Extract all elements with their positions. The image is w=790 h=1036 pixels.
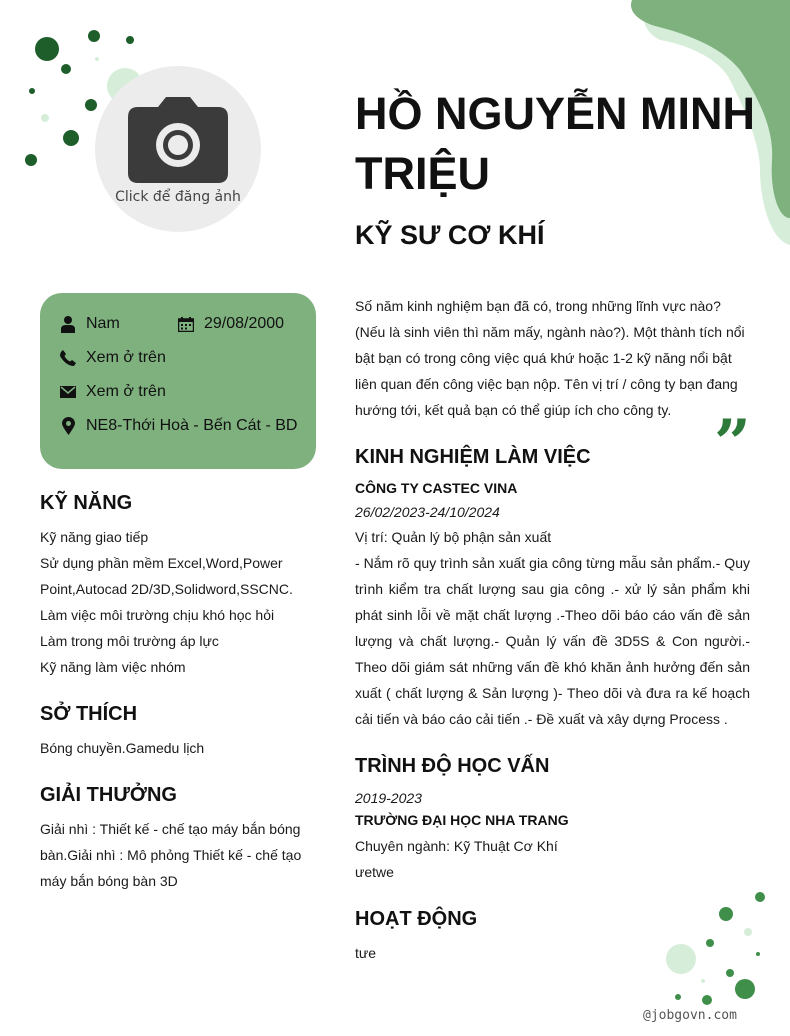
- person-icon: [60, 315, 76, 333]
- email-value: Xem ở trên: [86, 383, 166, 400]
- skill-item: Sử dụng phần mềm Excel,Word,Power Point,Autocad 2D/3D,Solidword,SSCNC.: [40, 555, 293, 597]
- skills-list: [40, 524, 295, 680]
- skill-item: Kỹ năng làm việc nhóm: [40, 659, 186, 675]
- dot: [35, 37, 59, 61]
- dot: [41, 114, 49, 122]
- education-heading: TRÌNH ĐỘ HỌC VẤN: [355, 755, 550, 777]
- dot: [744, 928, 752, 936]
- dot: [702, 995, 712, 1005]
- dot: [85, 99, 97, 111]
- dot: [701, 979, 705, 983]
- skill-item: Làm việc môi trường chịu khó học hỏi: [40, 607, 275, 623]
- quote-icon: ”: [714, 406, 751, 481]
- dot: [755, 892, 765, 902]
- education-note: ưetwe: [355, 864, 394, 880]
- address-value: NE8-Thới Hoà - Bến Cát - BD: [86, 417, 298, 434]
- dot: [666, 944, 696, 974]
- profile-photo-upload[interactable]: [95, 66, 261, 232]
- dot: [675, 994, 681, 1000]
- skills-heading: KỸ NĂNG: [40, 492, 133, 514]
- career-summary: Số năm kinh nghiệm bạn đã có, trong những lĩnh vực nào? (Nếu là sinh viên thì năm mấy, ngành nào?). Một thành tích nổi bật bạn có trong công việc quá khứ hoặc 1-2 kỹ năng nổi bật liên quan đến công việc bạn nộp. Tên vị trí / công ty bạn đang hướng tới, kết quả bạn có thể giúp ích cho công ty.: [355, 298, 745, 418]
- watermark: @jobgovn.com: [643, 1008, 737, 1023]
- hobbies-heading: SỞ THÍCH: [40, 703, 138, 725]
- envelope-icon: [60, 383, 76, 401]
- activities-heading: HOẠT ĐỘNG: [355, 908, 478, 930]
- phone-row: [60, 349, 166, 367]
- contact-card: [40, 293, 316, 469]
- phone-icon: [60, 349, 76, 367]
- experience-period: 26/02/2023-24/10/2024: [355, 504, 500, 520]
- dot: [706, 939, 714, 947]
- activities-text: tưe: [355, 945, 377, 961]
- dot: [95, 57, 99, 61]
- experience-description: - Nắm rõ quy trình sản xuất gia công từng mẫu sản phẩm.- Quy trình kiểm tra chất lượng sau gia công .- xử lý sản phẩm khi phát sinh lỗi về mặt chất lượng .-Theo dõi báo cáo vấn đề sản lượng và chất lượng.- Quản lý vấn đề 3D5S & Con người.-Theo dõi giám sát những vấn đề khó khăn ảnh hưởng đến sản xuất ( chất lượng & Sản lượng )- Theo dõi và đưa ra kế hoạch cải tiến và báo cáo cải tiến .- Đề xuất và xây dựng Process .: [355, 555, 750, 727]
- skill-item: Kỹ năng giao tiếp: [40, 529, 149, 545]
- gender-row: [60, 315, 120, 333]
- dot: [126, 36, 134, 44]
- dot: [61, 64, 71, 74]
- education-period: 2019-2023: [355, 790, 422, 806]
- address-row: [60, 417, 297, 435]
- dot: [756, 952, 760, 956]
- awards-text: Giải nhì : Thiết kế - chế tạo máy bắn bóng bàn.Giải nhì : Mô phỏng Thiết kế - chế tạo máy bắn bóng bàn 3D: [40, 821, 302, 889]
- awards-heading: GIẢI THƯỞNG: [40, 784, 177, 806]
- dot: [63, 130, 79, 146]
- birthdate-row: [178, 315, 284, 333]
- skill-item: Làm trong môi trường áp lực: [40, 633, 219, 649]
- phone-value: Xem ở trên: [86, 349, 166, 366]
- company-name: CÔNG TY CASTEC VINA: [355, 480, 518, 496]
- experience-position: Vị trí: Quản lý bộ phận sản xuất: [355, 529, 552, 545]
- full-name: HỒ NGUYỄN MINH TRIỆU: [355, 88, 756, 199]
- dot: [719, 907, 733, 921]
- email-row: [60, 383, 166, 401]
- location-pin-icon: [60, 417, 76, 435]
- dot: [726, 969, 734, 977]
- job-title: KỸ SƯ CƠ KHÍ: [355, 220, 545, 250]
- dot: [88, 30, 100, 42]
- dot: [25, 154, 37, 166]
- photo-caption: Click để đăng ảnh: [115, 189, 241, 205]
- experience-heading: KINH NGHIỆM LÀM VIỆC: [355, 446, 591, 468]
- education-major: Chuyên ngành: Kỹ Thuật Cơ Khí: [355, 838, 558, 854]
- gender-value: Nam: [86, 315, 120, 332]
- calendar-icon: [178, 315, 194, 333]
- camera-icon: [128, 97, 228, 183]
- hobbies-text: Bóng chuyền.Gamedu lịch: [40, 740, 205, 756]
- dot: [29, 88, 35, 94]
- birthdate-value: 29/08/2000: [204, 315, 285, 332]
- dot: [735, 979, 755, 999]
- school-name: TRƯỜNG ĐẠI HỌC NHA TRANG: [355, 812, 569, 828]
